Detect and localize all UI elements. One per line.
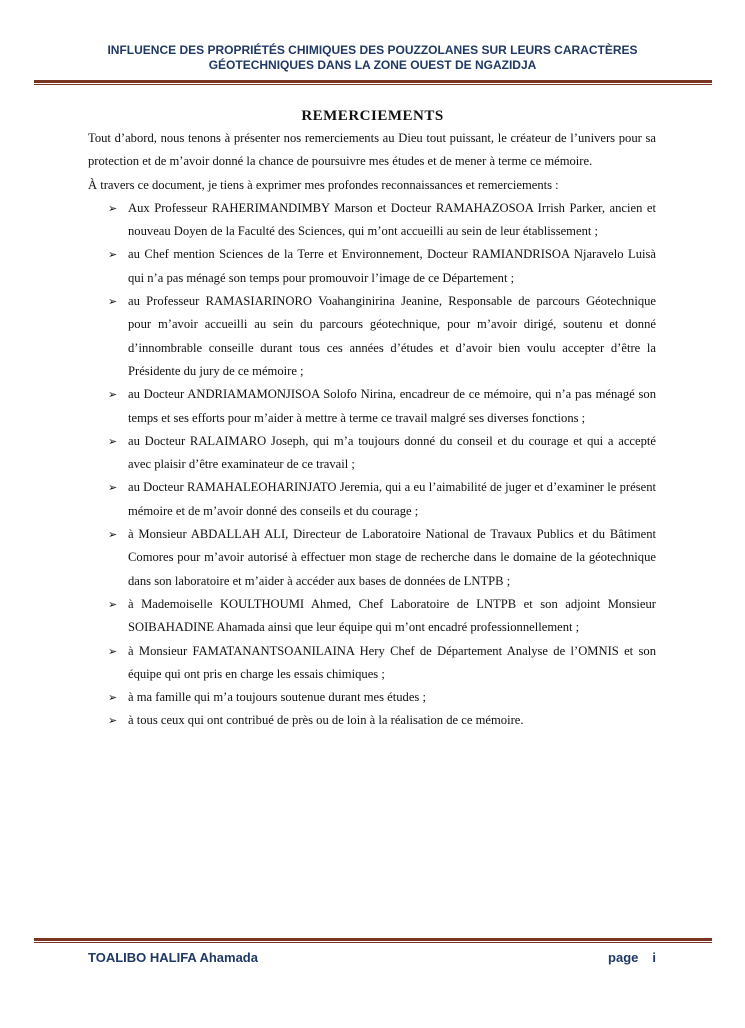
list-item-text: au Docteur ANDRIAMAMONJISOA Solofo Nirina, encadreur de ce mémoire, qui n’a pas ménagé son temps et ses efforts pour m’aider à mettre à terme ce travail malgré ses diverses fonctions ;: [128, 387, 656, 425]
running-header: [60, 43, 685, 73]
header-line-2: GÉOTECHNIQUES DANS LA ZONE OUEST DE NGAZIDJA: [208, 58, 537, 72]
list-item: [88, 593, 656, 640]
page-title: REMERCIEMENTS: [301, 108, 444, 124]
list-item: [88, 640, 656, 687]
arrow-bullet-icon: ➢: [108, 434, 118, 448]
list-item: [88, 523, 656, 593]
intro-paragraph: Tout d’abord, nous tenons à présenter nos remerciements au Dieu tout puissant, le créateur de l’univers pour sa protection et de m’avoir donné la chance de poursuivre mes études et de mener à terme ce mémoire.: [88, 131, 656, 169]
header-divider: [34, 80, 712, 85]
running-footer: [88, 950, 656, 965]
list-item-text: au Chef mention Sciences de la Terre et Environnement, Docteur RAMIANDRISOA Njaravelo Luisà qui n’a pas ménagé son temps pour promouvoir l’image de ce Département ;: [128, 247, 656, 285]
thanks-list: [88, 197, 656, 733]
list-item-text: au Docteur RALAIMARO Joseph, qui m’a toujours donné du conseil et du courage et qui a accepté avec plaisir d’être examinateur de ce travail ;: [128, 433, 656, 472]
arrow-bullet-icon: ➢: [108, 201, 118, 215]
list-item: [88, 430, 656, 477]
list-item-text: au Professeur RAMASIARINORO Voahanginirina Jeanine, Responsable de parcours Géotechnique pour m’avoir accueilli au sein du parcours géotechnique, pour m’avoir dirigé, soutenu et donné d’innombrable conseille durant tous ces années d’études et d’avoir bien voulu accepter d’être la Présidente du jury de ce mémoire ;: [128, 294, 656, 378]
list-item: [88, 383, 656, 430]
footer-divider: [34, 938, 712, 943]
arrow-bullet-icon: ➢: [108, 295, 118, 309]
arrow-bullet-icon: ➢: [108, 528, 118, 542]
page-indicator: [608, 950, 656, 965]
list-item-text: à Mademoiselle KOULTHOUMI Ahmed, Chef Laboratoire de LNTPB et son adjoint Monsieur SOIBAHADINE Ahamada ainsi que leur équipe qui m’ont encadré professionnellement ;: [128, 596, 656, 635]
footer-author: TOALIBO HALIFA Ahamada: [88, 950, 258, 965]
list-item: [88, 709, 656, 732]
arrow-bullet-icon: ➢: [108, 691, 118, 705]
list-item-text: à tous ceux qui ont contribué de près ou de loin à la réalisation de ce mémoire.: [128, 713, 524, 728]
list-item: [88, 476, 656, 523]
list-item-text: à Monsieur ABDALLAH ALI, Directeur de Laboratoire National de Travaux Publics et du Bâtiment Comores pour m’avoir autorisé à effectuer mon stage de recherche dans le domaine de la géotechnique dans son laboratoire et m’aider à accéder aux bases de données de LNTPB ;: [128, 527, 656, 588]
acknowledgements-body: [88, 127, 656, 733]
lead-paragraph: À travers ce document, je tiens à exprimer mes profondes reconnaissances et remerciements :: [88, 177, 559, 192]
header-line-1: INFLUENCE DES PROPRIÉTÉS CHIMIQUES DES POUZZOLANES SUR LEURS CARACTÈRES: [107, 43, 638, 57]
list-item: [88, 243, 656, 290]
arrow-bullet-icon: ➢: [108, 481, 118, 495]
list-item: [88, 290, 656, 383]
list-item-text: au Docteur RAMAHALEOHARINJATO Jeremia, qui a eu l’aimabilité de juger et d’examiner le présent mémoire et de m’avoir donné des conseils et du courage ;: [128, 480, 656, 518]
arrow-bullet-icon: ➢: [108, 644, 118, 658]
page-label: page: [608, 950, 639, 965]
arrow-bullet-icon: ➢: [108, 388, 118, 402]
arrow-bullet-icon: ➢: [108, 248, 118, 262]
list-item: [88, 686, 656, 709]
list-item-text: à Monsieur FAMATANANTSOANILAINA Hery Chef de Département Analyse de l’OMNIS et son équipe qui ont pris en charge les essais chimiques ;: [128, 643, 656, 681]
arrow-bullet-icon: ➢: [108, 714, 118, 728]
list-item-text: Aux Professeur RAHERIMANDIMBY Marson et Docteur RAMAHAZOSOA Irrish Parker, ancien et nouveau Doyen de la Faculté des Sciences, qui m’ont accueilli au sein de leur établissement ;: [128, 200, 656, 239]
list-item: [88, 197, 656, 244]
arrow-bullet-icon: ➢: [108, 597, 118, 611]
page-number: i: [652, 950, 656, 965]
list-item-text: à ma famille qui m’a toujours soutenue durant mes études ;: [128, 690, 426, 705]
